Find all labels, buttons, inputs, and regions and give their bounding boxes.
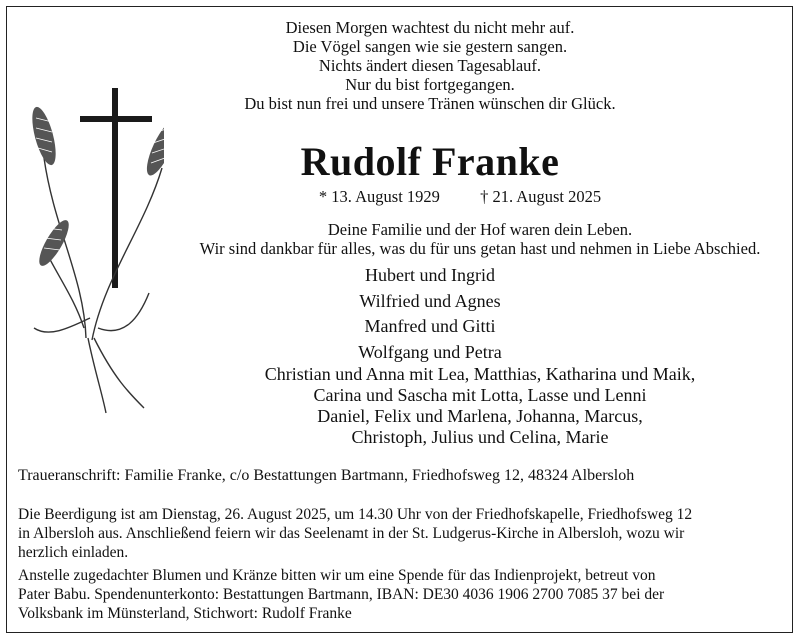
grandchildren-line: Christoph, Julius und Celina, Marie [351,427,609,447]
mourner-couple: Hubert und Ingrid [365,265,495,285]
poem-line: Nichts ändert diesen Tagesablauf. [318,56,542,75]
donation-line: Pater Babu. Spendenunterkonto: Bestattungen Bartmann, IBAN: DE30 4036 1906 2700 7085 37 bei der [18,586,665,603]
poem-line: Die Vögel sangen wie sie gestern sangen. [292,37,568,56]
funeral-info [18,505,788,562]
donation-line: Anstelle zugedachter Blumen und Kränze bitten wir um eine Spende für das Indienprojekt, betreut von [18,567,656,584]
grandchildren-line: Christian und Anna mit Lea, Matthias, Katharina und Maik, [264,364,696,384]
donation-line: Volksbank im Münsterland, Stichwort: Rudolf Franke [18,605,352,622]
poem-line: Diesen Morgen wachtest du nicht mehr auf. [285,18,575,37]
poem-line: Nur du bist fortgegangen. [345,75,515,94]
donation-info [18,566,788,623]
poem [180,18,680,113]
mourner-couple: Manfred und Gitti [364,316,496,336]
intro-text [160,220,800,258]
mourner-couple: Wilfried und Agnes [359,290,501,311]
life-dates [260,187,660,207]
funeral-line: Die Beerdigung ist am Dienstag, 26. August 2025, um 14.30 Uhr von der Friedhofskapelle, Friedhofsweg 12 [18,506,693,523]
mourner-couple: Wolfgang und Petra [358,341,502,362]
funeral-line: herzlich einladen. [18,544,129,561]
mourning-address: Traueranschrift: Familie Franke, c/o Bestattungen Bartmann, Friedhofsweg 12, 48324 Albersloh [18,467,635,484]
birth-date: * 13. August 1929 [318,187,440,206]
funeral-line: in Albersloh aus. Anschließend feiern wir das Seelenamt in der St. Ludgerus-Kirche in Albersloh, wozu wir [18,525,685,542]
deceased-name: Rudolf Franke [300,139,560,184]
mourners-children [280,263,580,365]
grandchildren-line: Carina und Sascha mit Lotta, Lasse und Lenni [313,385,647,405]
grandchildren-line: Daniel, Felix und Marlena, Johanna, Marcus, [317,406,643,426]
intro-line: Deine Familie und der Hof waren dein Leben. [327,220,633,239]
death-date: † 21. August 2025 [480,187,602,206]
intro-line: Wir sind dankbar für alles, was du für uns getan hast und nehmen in Liebe Abschied. [199,239,761,258]
cross-with-wheat-icon [14,78,164,418]
poem-line: Du bist nun frei und unsere Tränen wünschen dir Glück. [244,94,616,113]
mourners-grandchildren [180,364,780,448]
